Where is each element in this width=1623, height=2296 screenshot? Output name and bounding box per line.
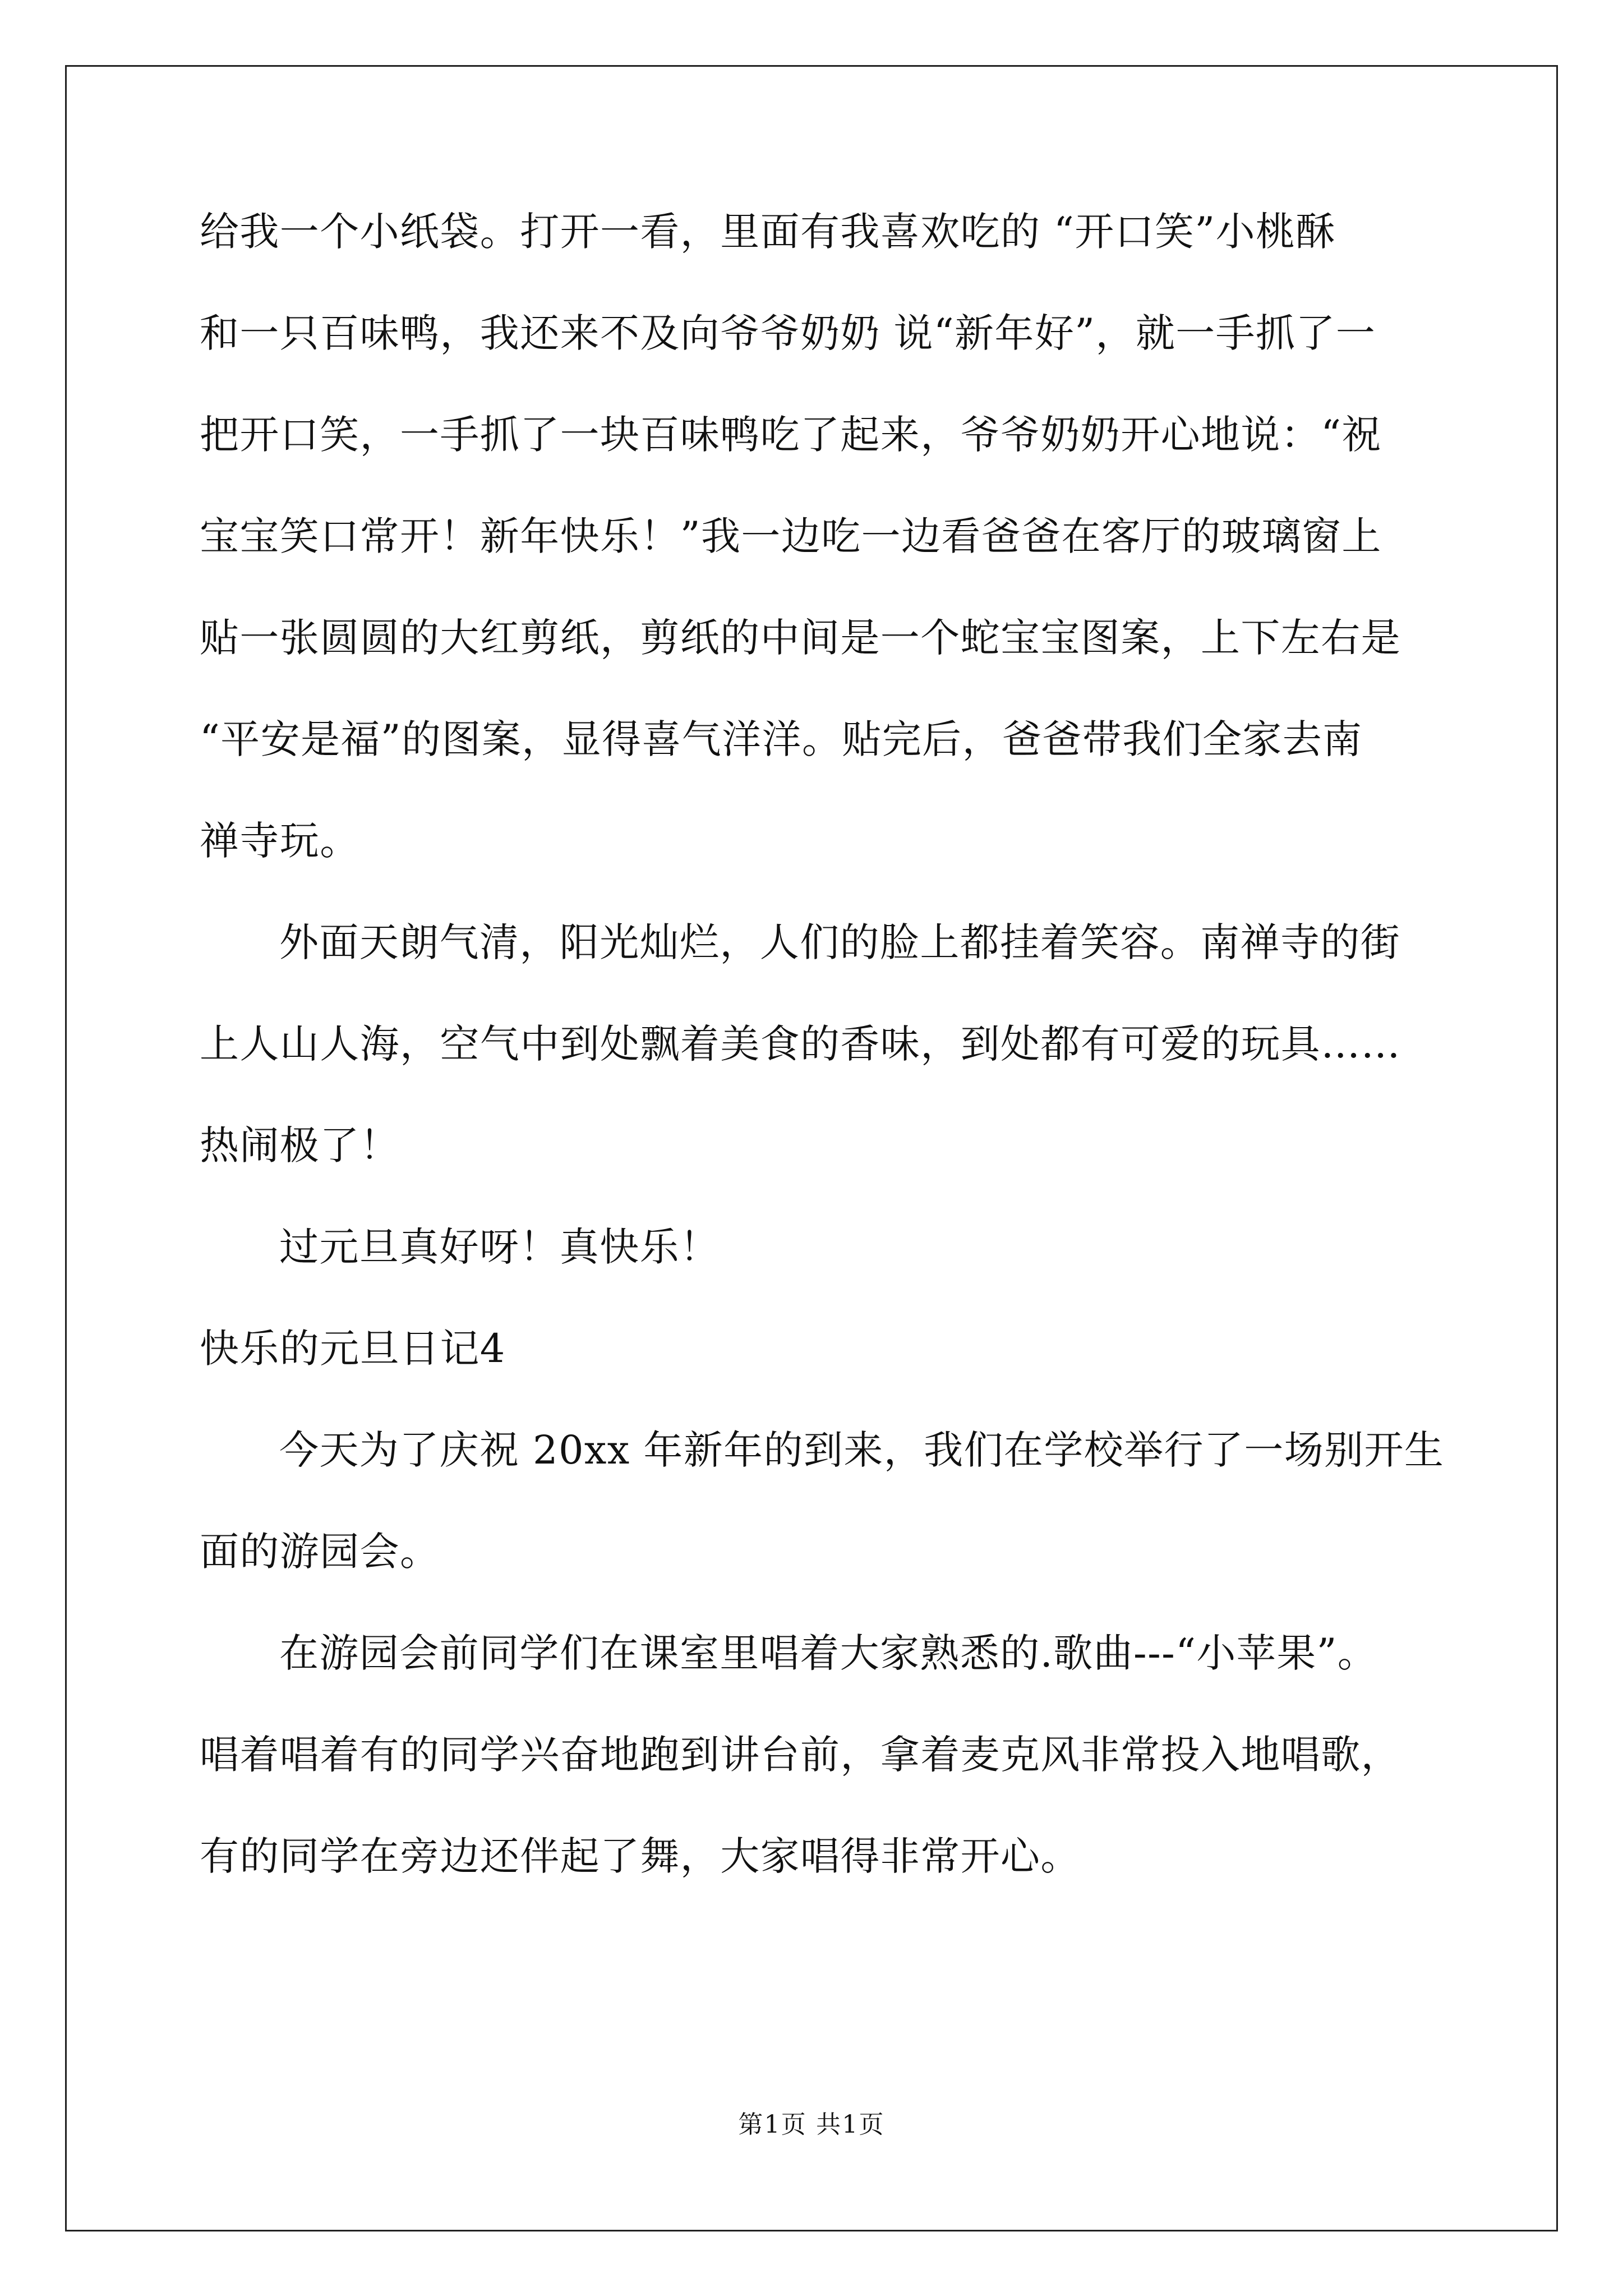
text-line: 宝宝笑口常开！新年快乐！”我一边吃一边看爸爸在客厅的玻璃窗上 — [200, 513, 1382, 559]
text-line: 和一只百味鸭，我还来不及向爷爷奶奶 说“新年好”，就一手抓了一 — [200, 310, 1376, 356]
paragraph-start-line: 过元旦真好呀！真快乐！ — [279, 1224, 720, 1270]
page-footer: 第1页 共1页 — [738, 2110, 885, 2139]
text-line: 有的同学在旁边还伴起了舞，大家唱得非常开心。 — [200, 1833, 1081, 1879]
paragraph-start-line: 外面天朗气清，阳光灿烂，人们的脸上都挂着笑容。南禅寺的街 — [279, 919, 1401, 965]
text-line: 贴一张圆圆的大红剪纸，剪纸的中间是一个蛇宝宝图案，上下左右是 — [200, 615, 1401, 661]
text-line: 唱着唱着有的同学兴奋地跑到讲台前，拿着麦克风非常投入地唱歌， — [200, 1732, 1401, 1778]
section-heading: 快乐的元旦日记4 — [200, 1326, 506, 1372]
text-line: 热闹极了！ — [200, 1122, 400, 1168]
paragraph-start-line: 今天为了庆祝 20xx 年新年的到来，我们在学校举行了一场别开生 — [279, 1427, 1445, 1473]
text-line: 禅寺玩。 — [200, 818, 360, 864]
text-line: “平安是福”的图案，显得喜气洋洋。贴完后，爸爸带我们全家去南 — [200, 716, 1363, 762]
text-line: 给我一个小纸袋。打开一看，里面有我喜欢吃的 “开口笑”小桃酥 — [200, 209, 1336, 255]
paragraph-start-line: 在游园会前同学们在课室里唱着大家熟悉的.歌曲---“小苹果”。 — [279, 1630, 1378, 1676]
text-line: 把开口笑，一手抓了一块百味鸭吃了起来，爷爷奶奶开心地说：“祝 — [200, 412, 1382, 458]
text-line: 上人山人海，空气中到处飘着美食的香味，到处都有可爱的玩具…… — [200, 1021, 1401, 1067]
document-body — [200, 208, 1445, 1880]
text-line: 面的游园会。 — [200, 1529, 440, 1575]
